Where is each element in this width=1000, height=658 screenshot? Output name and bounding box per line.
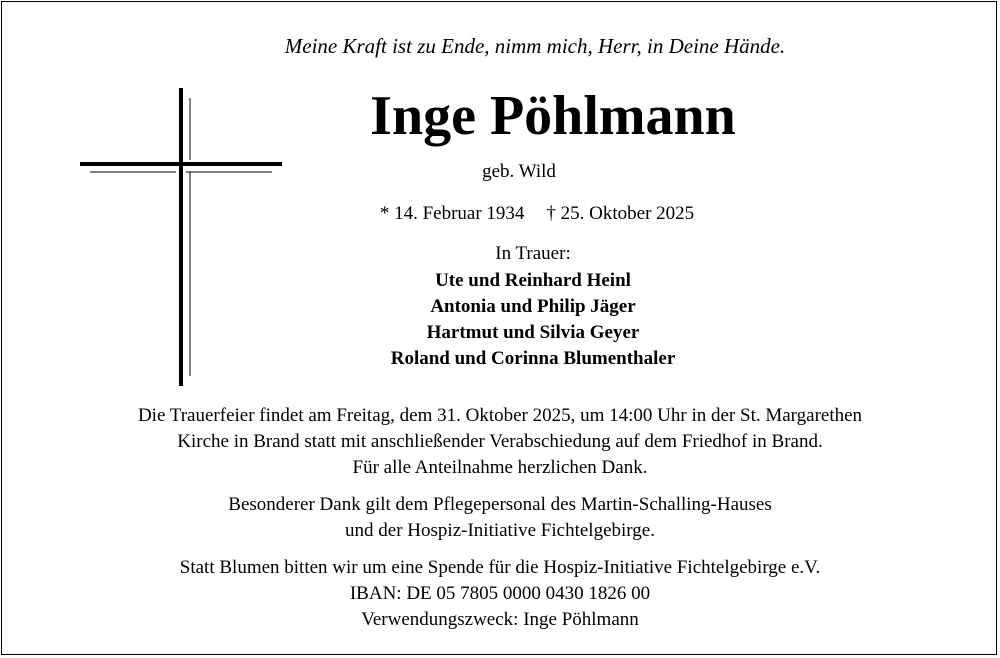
thanks-line-2: und der Hospiz-Initiative Fichtelgebirge. [345, 520, 655, 541]
donation-iban: IBAN: DE 05 7805 0000 0430 1826 00 [349, 583, 651, 604]
life-dates [37, 204, 1000, 223]
donation-reference: Verwendungszweck: Inge Pöhlmann [361, 609, 639, 630]
mourning-label: In Trauer: [495, 243, 571, 264]
thanks-line-1: Besonderer Dank gilt dem Pflegepersonal des Martin-Schalling-Hauses [228, 494, 772, 515]
mourner-2: Antonia und Philip Jäger [430, 296, 636, 317]
bible-verse: Meine Kraft ist zu Ende, nimm mich, Herr, in Deine Hände. [284, 34, 786, 58]
birth-date: * 14. Februar 1934 [379, 203, 525, 224]
mourner-4: Roland und Corinna Blumenthaler [390, 348, 676, 369]
service-line-3: Für alle Anteilnahme herzlichen Dank. [352, 457, 648, 478]
maiden-name: geb. Wild [482, 161, 556, 182]
service-line-1: Die Trauerfeier findet am Freitag, dem 31. Oktober 2025, um 14:00 Uhr in der St. Margarethen [137, 405, 863, 426]
deceased-name: Inge Pöhlmann [370, 85, 736, 147]
service-line-2: Kirche in Brand statt mit anschließender Verabschiedung auf dem Friedhof in Brand. [177, 431, 823, 452]
death-date: † 25. Oktober 2025 [546, 203, 695, 224]
mourner-1: Ute und Reinhard Heinl [435, 270, 631, 291]
donation-line-1: Statt Blumen bitten wir um eine Spende für die Hospiz-Initiative Fichtelgebirge e.V. [179, 557, 821, 578]
mourner-3: Hartmut und Silvia Geyer [426, 322, 640, 343]
